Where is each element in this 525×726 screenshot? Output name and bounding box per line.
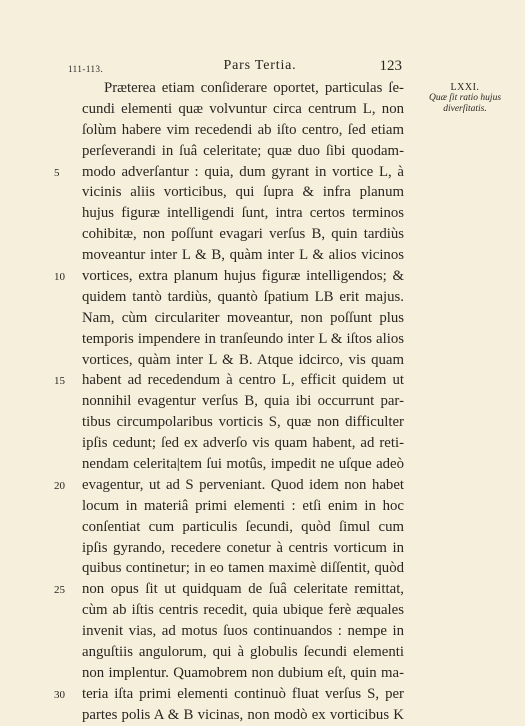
line-text: temporis impendere in tranſeundo inter L & iſtos alios <box>82 330 404 347</box>
line-text: ipſis gyrando, recedere conetur à centris vorticum in <box>82 539 404 556</box>
text-line <box>54 162 404 183</box>
text-line <box>54 370 404 391</box>
line-text: cùm ab iſtis centris recedit, quia ubique ferè æquales <box>82 602 404 619</box>
text-line <box>82 621 404 642</box>
line-text: quibus continetur; in eo tamen maximè diſſentit, quòd <box>82 560 404 577</box>
text-line <box>54 684 404 705</box>
line-text: vicinis aliis vorticibus, qui ſupra & infra planum <box>82 184 404 201</box>
text-line <box>82 78 404 99</box>
text-line <box>82 391 404 412</box>
line-text: evagentur, ut ad S perveniant. Quod idem non habet <box>82 476 404 493</box>
line-text: partes polis A & B vicinas, non modò ex vorticibus K <box>82 706 404 723</box>
line-text: hujus figuræ intelligendi ſunt, intra certos terminos <box>82 205 404 222</box>
text-line <box>82 412 404 433</box>
line-text: cundi elementi quæ volvuntur circa centrum L, non <box>82 100 404 117</box>
line-text: ipſis cedunt; ſed ex adverſo vis quam habent, ad reti- <box>82 435 404 452</box>
text-line <box>82 705 404 726</box>
line-text: habent ad recedendum à centro L, efficit quidem ut <box>82 372 404 389</box>
text-line <box>82 287 404 308</box>
line-text: non opus ſit ut quidquam de ſuâ celeritate remittat, <box>82 581 404 598</box>
text-line <box>82 182 404 203</box>
text-line <box>54 266 404 287</box>
line-text: anguſtiis angulorum, qui à globulis ſecundi elementi <box>82 644 404 661</box>
text-line <box>82 454 404 475</box>
text-line <box>82 350 404 371</box>
text-line <box>82 433 404 454</box>
margin-note <box>418 82 512 115</box>
line-number: 25 <box>54 584 65 597</box>
line-text: cohibitæ, non poſſunt evagari verſus B, quin tardiùs <box>82 226 404 243</box>
text-line <box>82 224 404 245</box>
line-text: locum in materiâ primi elementi : etſi enim in hoc <box>82 497 404 514</box>
margin-note-number: LXXI. <box>450 82 480 93</box>
margin-note-text-1: Quæ ſit ratio hujus <box>428 93 502 103</box>
text-line <box>82 496 404 517</box>
line-text: non implentur. Quamobrem non dubium eſt, quin ma- <box>82 664 404 681</box>
text-line <box>82 517 404 538</box>
line-text: teria iſta primi elementi continuò fluat verſus S, per <box>82 685 404 702</box>
line-text: modo adverſantur : quia, dum gyrant in vortice L, à <box>82 163 404 180</box>
line-number: 30 <box>54 688 65 701</box>
text-line <box>82 538 404 559</box>
line-text: ſolùm habere vim recedendi ab iſto centro, ſed etiam <box>82 121 404 138</box>
line-text: conſentiat cum particulis ſecundi, quòd ſimul cum <box>82 518 404 535</box>
body-text <box>54 78 404 726</box>
text-line <box>82 663 404 684</box>
line-text: Nam, cùm circulariter moveantur, non poſſunt plus <box>82 309 404 326</box>
text-line <box>82 120 404 141</box>
text-line <box>82 308 404 329</box>
line-text: vortices, quàm inter L & B. Atque idcirco, vis quam <box>82 351 404 368</box>
text-line <box>82 245 404 266</box>
line-text: vortices, extra planum hujus figuræ intelligendos; & <box>82 268 404 285</box>
text-line <box>82 203 404 224</box>
line-text: invenit vias, ad motus ſuos continuandos : nempe in <box>82 623 404 640</box>
line-text: quidem tantò tardiùs, quantò ſpatium LB erit majus. <box>82 288 404 305</box>
page-number: 123 <box>379 58 402 74</box>
line-text: nonnihil evagentur verſus B, quia ibi occurrunt par- <box>82 393 404 410</box>
margin-note-text-2: diverſitatis. <box>443 104 487 114</box>
text-line <box>82 329 404 350</box>
text-line <box>82 558 404 579</box>
line-number: 10 <box>54 271 65 284</box>
line-text: perſeverandi in ſuâ celeritate; quæ duo ſibi quodam- <box>82 142 404 159</box>
line-number: 20 <box>54 479 65 492</box>
text-line <box>82 141 404 162</box>
line-text: tibus circumpolaribus vorticis S, quæ non difficulter <box>82 414 404 431</box>
line-text: moveantur inter L & B, quàm inter L & alios vicinos <box>82 247 404 264</box>
text-line <box>54 579 404 600</box>
line-number: 15 <box>54 375 65 388</box>
text-line <box>54 475 404 496</box>
line-text: nendam celerita|tem ſui motûs, impedit ne uſque adeò <box>82 456 404 473</box>
line-number: 5 <box>54 166 60 179</box>
running-title: Pars Tertia. <box>223 58 297 73</box>
section-range: 111-113. <box>68 64 104 74</box>
text-line <box>82 99 404 120</box>
text-line <box>82 642 404 663</box>
line-text: Præterea etiam conſiderare oportet, particulas ſe- <box>104 80 404 96</box>
text-line <box>82 600 404 621</box>
